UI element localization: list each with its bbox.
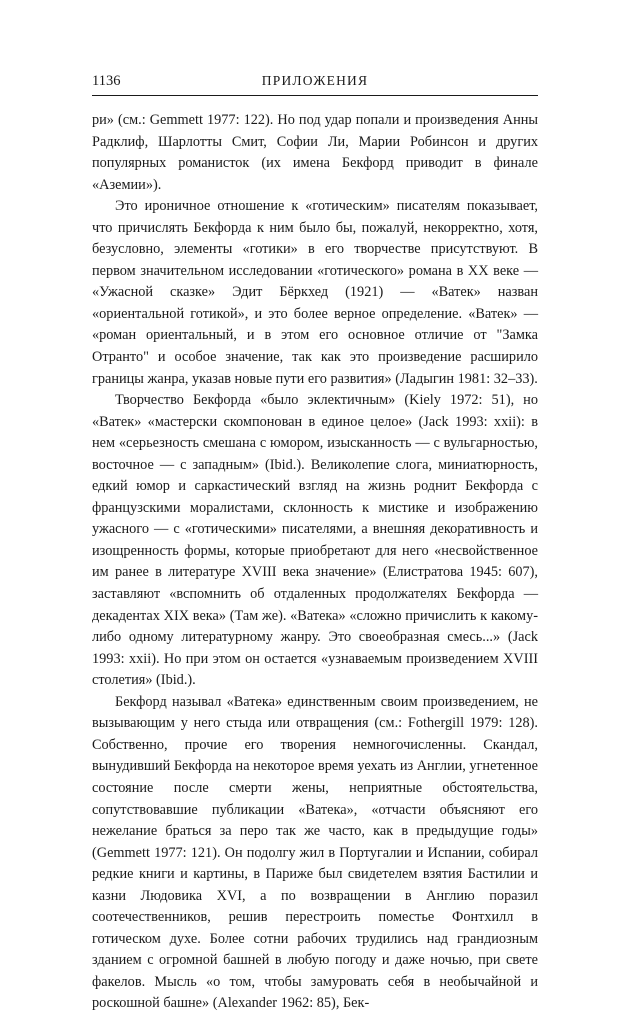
- body-text: [92, 110, 538, 1015]
- paragraph-continued: ри» (см.: Gemmett 1977: 122). Но под удар попали и произведения Анны Радклиф, Шарлотты Смит, Софии Ли, Марии Робинсон и других популярных романисток (их имена Бекфорд приводит в финале «Аземии»).: [92, 112, 538, 193]
- paragraph: Это ироничное отношение к «готическим» писателям показывает, что причислять Бекфорда к ним было бы, пожалуй, некорректно, хотя, безусловно, элементы «готики» в его творчестве присутствуют. В первом значительном исследовании «готического» романа в XX веке — «Ужасной сказке» Эдит Бёркхед (1921) — «Ватек» назван «ориентальной готикой», и это более верное определение. «Ватек» — «роман ориентальный, и в этом его основное отличие от "Замка Отранто" и особое значение, так как это произведение расширило границы жанра, указав новые пути его развития» (Ладыгин 1981: 32–33).: [92, 198, 538, 387]
- header-rule: [92, 95, 538, 96]
- page-header: [92, 70, 538, 92]
- paragraph: Бекфорд называл «Ватека» единственным своим произведением, не вызывающим у него стыда или отвращения (см.: Fothergill 1979: 128). Собственно, прочие его творения немногочисленны. Скандал, вынудивший Бекфорда на некоторое время уехать из Англии, угнетенное состояние после смерти жены, неприятные обстоятельства, сопутствовавшие публикации «Ватека», «отчасти объясняют его нежелание браться за перо так же часто, как в предыдущие годы» (Gemmett 1977: 121). Он подолгу жил в Португалии и Испании, собирал редкие книги и картины, в Париже был свидетелем взятия Бастилии и казни Людовика XVI, а по возвращении в Англию поразил соотечественников, решив перестроить поместье Фонтхилл в готическом духе. Более сотни рабочих трудились над грандиозным зданием с огромной башней в любую погоду и даже ночью, при свете факелов. Мысль «о том, чтобы замуровать себя в необычайной и роскошной башне» (Alexander 1962: 85), Бек-: [92, 693, 538, 1012]
- page-number: 1136: [92, 73, 121, 89]
- paragraph: Творчество Бекфорда «было эклектичным» (Kiely 1972: 51), но «Ватек» «мастерски скомпонован в единое целое» (Jack 1993: xxii): в нем «серьезность смешана с юмором, изысканность — с вульгарностью, восточное — с западным» (Ibid.). Великолепие слога, миниатюрность, едкий юмор и саркастический взгляд на жизнь роднит Бекфорда с французскими моралистами, склонность к мистике и изображению ужасного — с «готическими» писателями, а внешняя декоративность и изощренность формы, которые приобретают для него «несвойственное им ранее в литературе XVIII века значение» (Елистратова 1945: 607), заставляют «вспомнить об отдаленных продолжателях Бекфорда — декадентах XIX века» (Там же). «Ватека» «сложно причислить к какому-либо одному литературному жанру. Это своеобразная смесь...» (Jack 1993: xxii). Но при этом он остается «узнаваемым произведением XVIII столетия» (Ibid.).: [92, 392, 538, 689]
- running-title: ПРИЛОЖЕНИЯ: [261, 73, 369, 88]
- book-page: [92, 70, 538, 1015]
